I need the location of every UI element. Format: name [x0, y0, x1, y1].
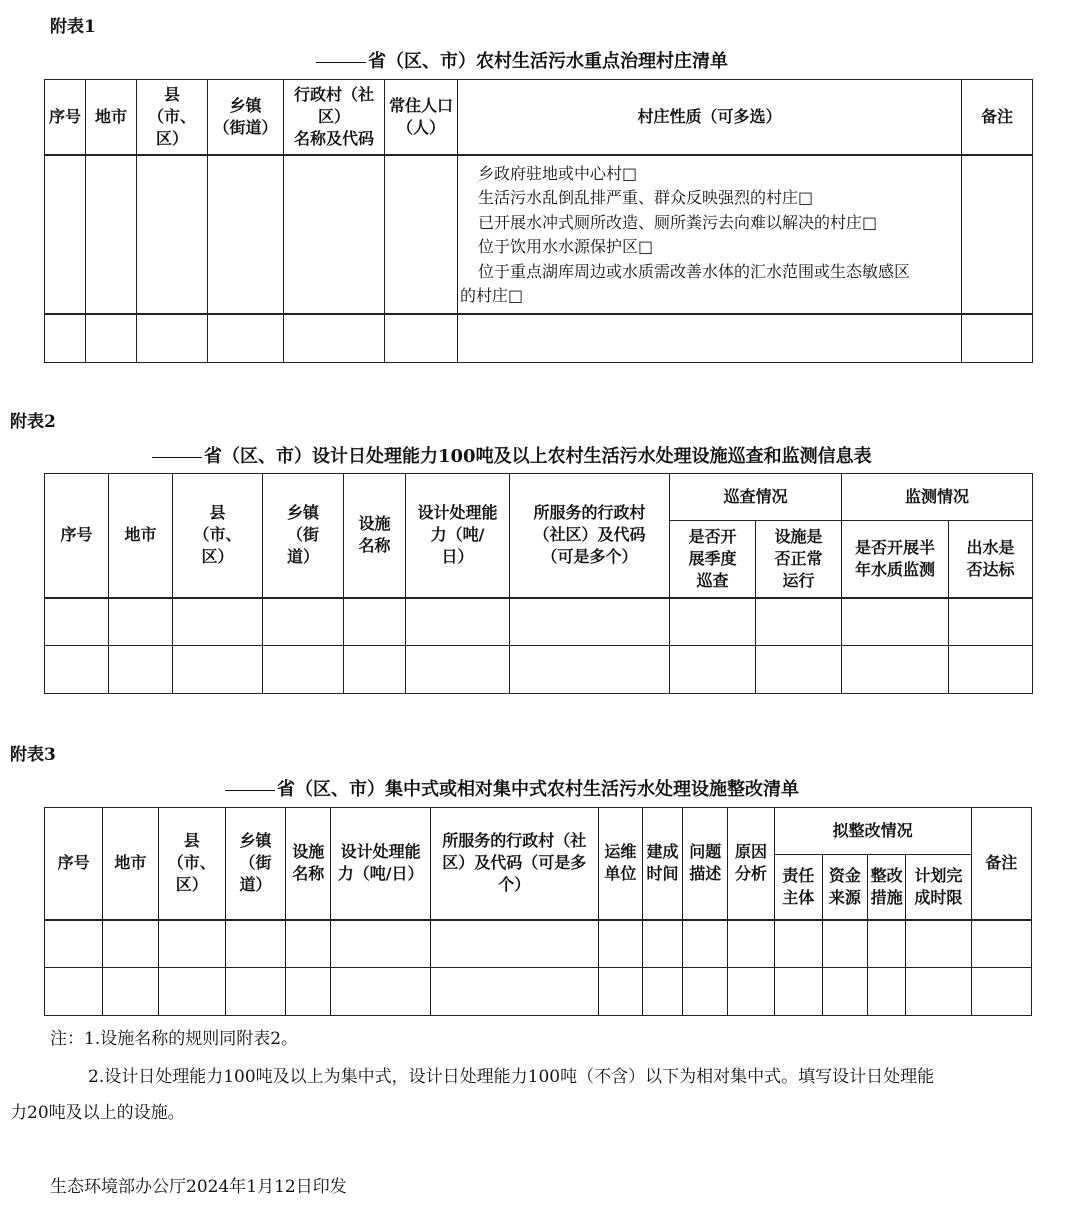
table-cell[interactable]: [868, 920, 906, 968]
option-item[interactable]: 生活污水乱倒乱排严重、群众反映强烈的村庄□: [478, 188, 814, 207]
option-item[interactable]: 位于饮用水水源保护区□: [478, 237, 654, 256]
table-cell[interactable]: [173, 646, 263, 694]
appendix-1-label: 附表1: [50, 17, 96, 37]
option-item[interactable]: 已开展水冲式厕所改造、厕所粪污去向难以解决的村庄□: [478, 212, 878, 232]
header-population: 常住人口 （人）: [385, 80, 458, 155]
header-ops-unit: 运维 单位: [598, 808, 642, 920]
table-cell[interactable]: [331, 920, 431, 968]
header-remark: 备注: [962, 80, 1033, 155]
header-city: 地市: [103, 808, 158, 920]
table-cell[interactable]: [225, 920, 285, 968]
table-cell[interactable]: [284, 314, 385, 363]
table-2: [44, 473, 1033, 694]
header-problem: 问题 描述: [683, 808, 728, 920]
header-monitoring: 监测情况: [842, 474, 1033, 521]
appendix-2-title: 省（区、市）设计日处理能力100吨及以上农村生活污水处理设施巡查和监测信息表: [152, 442, 872, 468]
table-cell[interactable]: [971, 968, 1031, 1016]
appendix-2-label: 附表2: [10, 412, 56, 432]
header-patrol: 巡查情况: [670, 474, 842, 521]
province-blank: [152, 457, 202, 458]
table-cell[interactable]: [86, 155, 137, 314]
table-cell[interactable]: [263, 598, 344, 646]
header-quarterly-patrol: 是否开 展季度 巡查: [670, 521, 756, 598]
table-cell[interactable]: [406, 646, 510, 694]
table-cell[interactable]: [962, 155, 1033, 314]
table-cell[interactable]: [458, 314, 962, 363]
table-cell[interactable]: [510, 646, 670, 694]
table-cell[interactable]: [822, 968, 867, 1016]
header-facility-name: 设施 名称: [344, 474, 406, 598]
table-cell[interactable]: [670, 646, 756, 694]
table-cell[interactable]: [208, 155, 284, 314]
table-cell[interactable]: [868, 968, 906, 1016]
header-seq: 序号: [45, 80, 86, 155]
table-cell[interactable]: [949, 646, 1033, 694]
header-town: 乡镇 （街 道）: [225, 808, 285, 920]
table-cell[interactable]: [103, 968, 158, 1016]
table-cell[interactable]: [286, 920, 331, 968]
table-cell[interactable]: [45, 155, 86, 314]
header-responsible: 责任 主体: [774, 855, 822, 920]
table-1: [44, 79, 1033, 363]
table-cell[interactable]: [86, 314, 137, 363]
table-cell[interactable]: [45, 968, 103, 1016]
table-cell[interactable]: [962, 314, 1033, 363]
issue-footer: 生态环境部办公厅2024年1月12日印发: [50, 1177, 347, 1197]
table-cell[interactable]: [670, 598, 756, 646]
header-half-year-monitoring: 是否开展半 年水质监测: [842, 521, 949, 598]
header-city: 地市: [86, 80, 137, 155]
header-facility-name: 设施 名称: [286, 808, 331, 920]
table-3: [44, 807, 1032, 1016]
note-2: 2.设计日处理能力100吨及以上为集中式，设计日处理能力100吨（不含）以下为相对集中式。填写设计日处理能: [88, 1067, 935, 1087]
header-village-nature: 村庄性质（可多选）: [458, 80, 962, 155]
table-cell[interactable]: [642, 968, 682, 1016]
table-cell[interactable]: [158, 968, 225, 1016]
table-cell[interactable]: [949, 598, 1033, 646]
appendix-3-label: 附表3: [10, 745, 56, 765]
header-city: 地市: [109, 474, 173, 598]
header-county: 县 （市、 区）: [137, 80, 208, 155]
option-item[interactable]: 位于重点湖库周边或水质需改善水体的汇水范围或生态敏感区: [478, 261, 911, 281]
table-cell[interactable]: [774, 968, 822, 1016]
header-design-capacity: 设计处理能 力（吨/ 日）: [406, 474, 510, 598]
header-effluent-standard: 出水是 否达标: [949, 521, 1033, 598]
table-cell[interactable]: [284, 155, 385, 314]
header-village: 行政村（社 区） 名称及代码: [284, 80, 385, 155]
table-cell[interactable]: [225, 968, 285, 1016]
header-remark: 备注: [971, 808, 1031, 920]
table-cell[interactable]: [906, 920, 971, 968]
header-seq: 序号: [45, 808, 103, 920]
table-cell[interactable]: [103, 920, 158, 968]
province-blank: [316, 62, 366, 63]
table-cell[interactable]: [137, 314, 208, 363]
table-cell[interactable]: [45, 646, 109, 694]
header-normal-operation: 设施是 否正常 运行: [756, 521, 842, 598]
header-build-time: 建成 时间: [642, 808, 682, 920]
table-cell[interactable]: [45, 598, 109, 646]
table-cell[interactable]: [344, 646, 406, 694]
table-cell[interactable]: [906, 968, 971, 1016]
table-cell[interactable]: [406, 598, 510, 646]
header-seq: 序号: [45, 474, 109, 598]
table-cell[interactable]: [430, 920, 598, 968]
header-design-capacity: 设计处理能 力（吨/日）: [331, 808, 431, 920]
table-cell[interactable]: [756, 598, 842, 646]
village-nature-options: [458, 155, 962, 314]
table-cell[interactable]: [286, 968, 331, 1016]
table-cell[interactable]: [430, 968, 598, 1016]
table-cell[interactable]: [109, 598, 173, 646]
table-cell[interactable]: [728, 968, 774, 1016]
table-cell[interactable]: [385, 314, 458, 363]
table-cell[interactable]: [598, 968, 642, 1016]
table-cell[interactable]: [510, 598, 670, 646]
header-deadline: 计划完 成时限: [906, 855, 971, 920]
appendix-1-title: 省（区、市）农村生活污水重点治理村庄清单: [316, 47, 728, 73]
table-cell[interactable]: [331, 968, 431, 1016]
table-cell[interactable]: [208, 314, 284, 363]
appendix-3-title: 省（区、市）集中式或相对集中式农村生活污水处理设施整改清单: [225, 775, 799, 801]
province-blank: [225, 790, 275, 791]
table-cell[interactable]: [263, 646, 344, 694]
table-cell[interactable]: [642, 920, 682, 968]
header-county: 县 （市、 区）: [173, 474, 263, 598]
table-cell[interactable]: [842, 646, 949, 694]
header-town: 乡镇 （街道）: [208, 80, 284, 155]
table-cell[interactable]: [137, 155, 208, 314]
table-cell[interactable]: [683, 920, 728, 968]
header-funding: 资金 来源: [822, 855, 867, 920]
table-cell[interactable]: [173, 598, 263, 646]
table-cell[interactable]: [385, 155, 458, 314]
header-served-villages: 所服务的行政村 （社区）及代码 （可是多个）: [510, 474, 670, 598]
header-cause: 原因 分析: [728, 808, 774, 920]
table-cell[interactable]: [598, 920, 642, 968]
table-cell[interactable]: [158, 920, 225, 968]
header-served-villages: 所服务的行政村（社 区）及代码（可是多 个）: [430, 808, 598, 920]
header-town: 乡镇 （街 道）: [263, 474, 344, 598]
header-rectification-plan: 拟整改情况: [774, 808, 971, 855]
option-item[interactable]: 乡政府驻地或中心村□: [478, 163, 638, 183]
table-cell[interactable]: [822, 920, 867, 968]
table-cell[interactable]: [683, 968, 728, 1016]
note-1: 注：1.设施名称的规则同附表2。: [50, 1029, 299, 1049]
table-cell[interactable]: [344, 598, 406, 646]
table-cell[interactable]: [971, 920, 1031, 968]
table-cell[interactable]: [45, 314, 86, 363]
table-cell[interactable]: [756, 646, 842, 694]
table-cell[interactable]: [45, 920, 103, 968]
header-measures: 整改 措施: [868, 855, 906, 920]
table-cell[interactable]: [774, 920, 822, 968]
table-cell[interactable]: [109, 646, 173, 694]
table-cell[interactable]: [842, 598, 949, 646]
table-cell[interactable]: [728, 920, 774, 968]
option-item-continued: 的村庄□: [460, 286, 524, 305]
header-county: 县 （市、 区）: [158, 808, 225, 920]
note-2-continued: 力20吨及以上的设施。: [10, 1103, 185, 1123]
